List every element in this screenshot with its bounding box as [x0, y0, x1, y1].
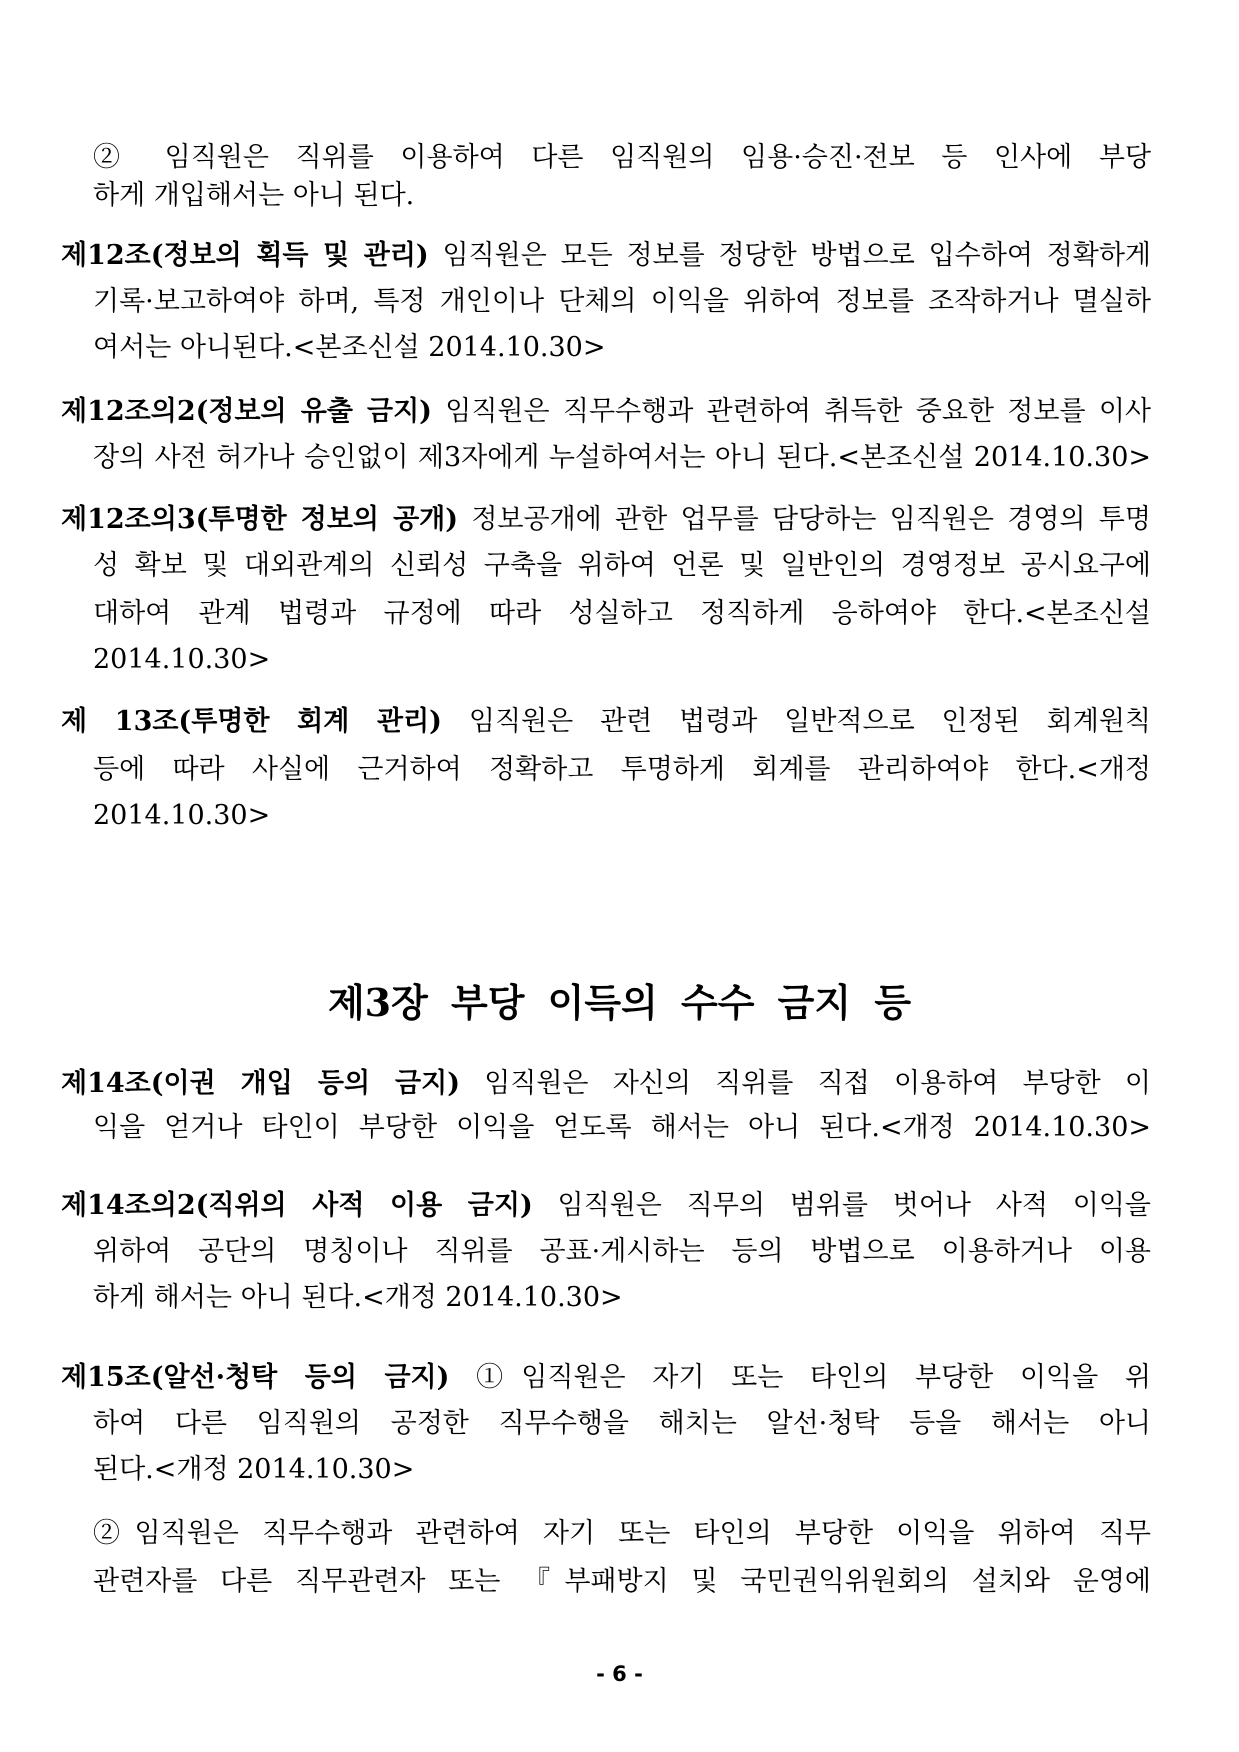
article-14-line2: 익을 얻거나 타인이 부당한 이익을 얻도록 해서는 아니 된다.<개정 2014.10.30> [93, 1112, 1151, 1143]
article-12-2-title: 제12조의2(정보의 유출 금지) [61, 396, 432, 427]
article-12-line3: 여서는 아니된다.<본조신설 2014.10.30> [93, 332, 606, 363]
article-15-text: ①임직원은 자기 또는 타인의 부당한 이익을 위 [476, 1362, 1151, 1393]
article-12-3-line1 [61, 500, 1151, 540]
article-14-2-title: 제14조의2(직위의 사적 이용 금지) [61, 1190, 533, 1221]
article-13-line3: 2014.10.30> [93, 800, 271, 831]
art11-paragraph2-line2: 하게 개입해서는 아니 된다. [93, 180, 415, 211]
article-15-title: 제15조(알선·청탁 등의 금지) [61, 1362, 450, 1393]
article-12-3-line3: 대하여 관계 법령과 규정에 따라 성실하고 정직하게 응하여야 한다.<본조신설 [93, 598, 1151, 629]
article-14-2-line3: 하게 해서는 아니 된다.<개정 2014.10.30> [93, 1282, 623, 1313]
article-12-line2: 기록·보고하여야 하며, 특정 개인이나 단체의 이익을 위하여 정보를 조작하거나 멸실하 [93, 286, 1151, 317]
art11-paragraph2-line1: ② 임직원은 직위를 이용하여 다른 임직원의 임용·승진·전보 등 인사에 부당 [93, 142, 1151, 173]
article-12-text: 임직원은 모든 정보를 정당한 방법으로 입수하여 정확하게 [442, 240, 1151, 271]
article-15-line2: 하여 다른 임직원의 공정한 직무수행을 해치는 알선·청탁 등을 해서는 아니 [93, 1408, 1151, 1439]
article-12-3-line2: 성 확보 및 대외관계의 신뢰성 구축을 위하여 언론 및 일반인의 경영정보 공시요구에 [93, 550, 1151, 581]
article-12-3-text: 정보공개에 관한 업무를 담당하는 임직원은 경영의 투명 [471, 504, 1151, 535]
article-14-2-text: 임직원은 직무의 범위를 벗어나 사적 이익을 [557, 1190, 1151, 1221]
article-12-3-line4: 2014.10.30> [93, 644, 271, 675]
article-13-line2: 등에 따라 사실에 근거하여 정확하고 투명하게 회계를 관리하여야 한다.<개정 [93, 754, 1151, 785]
article-15-paragraph2-line1: ②임직원은 직무수행과 관련하여 자기 또는 타인의 부당한 이익을 위하여 직무 [93, 1518, 1151, 1549]
article-14-2-line2: 위하여 공단의 명칭이나 직위를 공표·게시하는 등의 방법으로 이용하거나 이용 [93, 1236, 1151, 1267]
article-12-line1 [61, 236, 1151, 276]
article-12-3-title: 제12조의3(투명한 정보의 공개) [61, 504, 459, 535]
article-12-title: 제12조(정보의 획득 및 관리) [61, 240, 429, 271]
article-13-text: 임직원은 관련 법령과 일반적으로 인정된 회계원칙 [468, 706, 1151, 737]
article-12-2-line2: 장의 사전 허가나 승인없이 제3자에게 누설하여서는 아니 된다.<본조신설 2014.10.30> [93, 442, 1151, 473]
chapter-heading: 제3장 부당 이득의 수수 금지 등 [327, 980, 912, 1025]
article-12-2-line1 [61, 392, 1151, 432]
page-number: - 6 - [596, 1662, 643, 1686]
article-14-text: 임직원은 자신의 직위를 직접 이용하여 부당한 이 [484, 1068, 1151, 1099]
article-15-line1 [61, 1358, 1151, 1398]
article-12-2-text: 임직원은 직무수행과 관련하여 취득한 중요한 정보를 이사 [445, 396, 1151, 427]
article-15-line3: 된다.<개정 2014.10.30> [93, 1454, 415, 1485]
article-13-line1 [61, 702, 1151, 742]
article-14-title: 제14조(이권 개입 등의 금지) [61, 1068, 460, 1099]
article-14-line1 [61, 1064, 1151, 1104]
article-13-title: 제 13조(투명한 회계 관리) [61, 706, 442, 737]
article-15-paragraph2-line2: 관련자를 다른 직무관련자 또는 『부패방지 및 국민권익위원회의 설치와 운영에 [93, 1566, 1151, 1597]
article-14-2-line1 [61, 1186, 1151, 1226]
